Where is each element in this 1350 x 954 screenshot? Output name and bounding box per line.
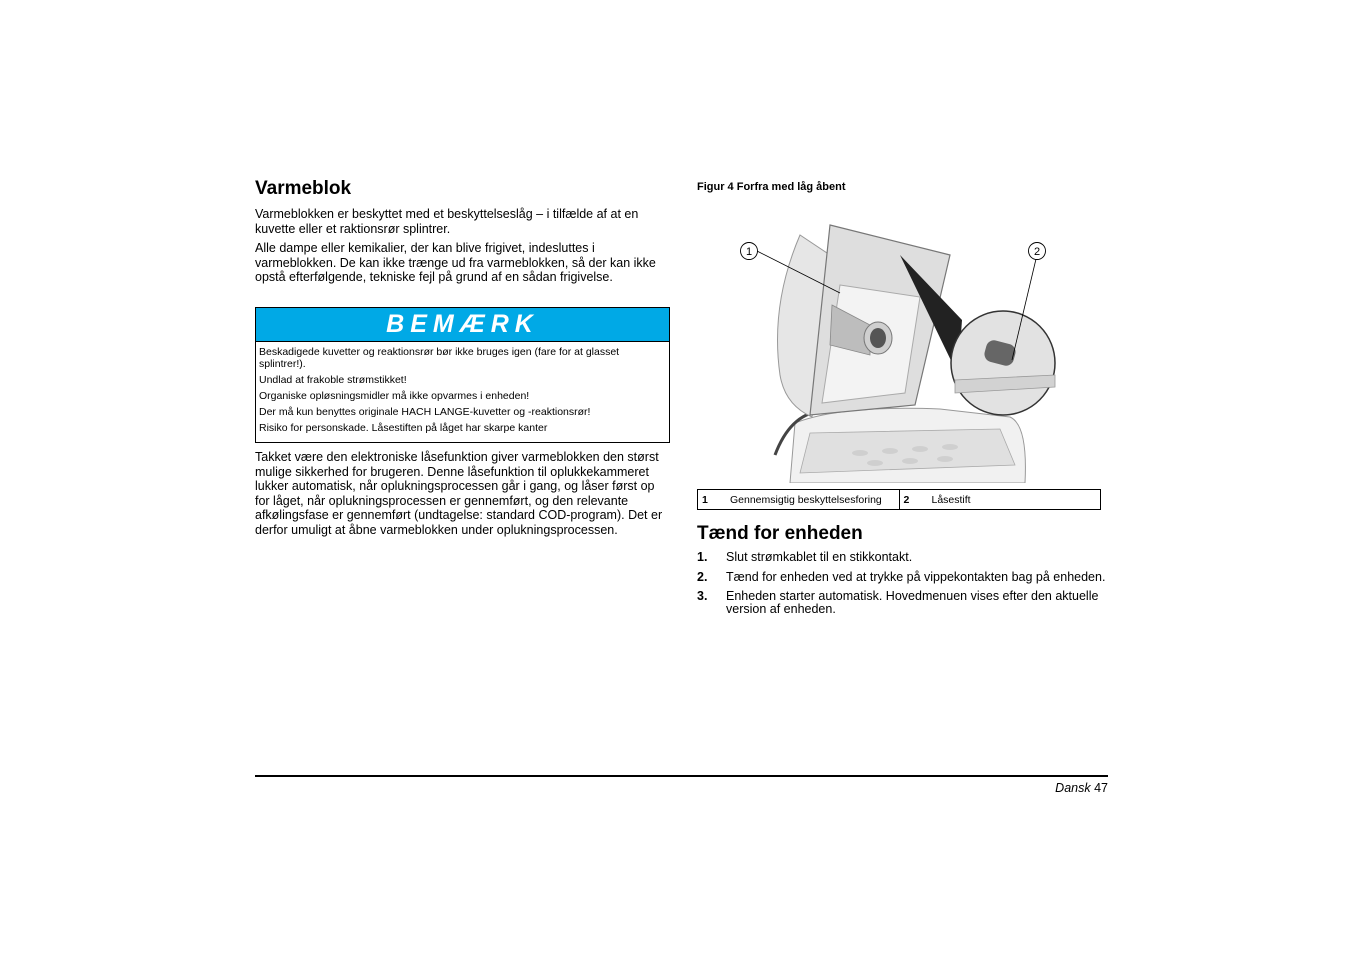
notice-box	[255, 307, 670, 443]
notice-item: Beskadigede kuvetter og reaktionsrør bør ikke bruges igen (fare for at glasset splintrer!).	[259, 346, 620, 370]
notice-item: Der må kun benyttes originale HACH LANGE-kuvetter og -reaktionsrør!	[259, 406, 591, 418]
step-text: Tænd for enheden ved at trykke på vippekontakten bag på enheden.	[726, 569, 1106, 584]
step-number: 2.	[697, 569, 708, 584]
step-number: 1.	[697, 550, 708, 564]
paragraph-1: Varmeblokken er beskyttet med et beskyttelseslåg – i tilfælde af at en kuvette eller et raktionsrør splintrer.	[255, 207, 639, 236]
step-item	[697, 590, 1109, 615]
section-heading-varmeblok: Varmeblok	[255, 178, 352, 199]
legend-item	[899, 490, 1101, 509]
page-number: 47	[1094, 781, 1108, 795]
step-number: 3.	[697, 589, 708, 603]
notice-item: Risiko for personskade. Låsestiften på låget har skarpe kanter	[259, 422, 548, 434]
callout-2-label: 2	[1033, 246, 1041, 258]
figure-legend	[697, 489, 1101, 510]
legend-item	[698, 490, 899, 509]
step-text: Slut strømkablet til en stikkontakt.	[726, 550, 913, 564]
section-heading-taend: Tænd for enheden	[697, 523, 863, 544]
legend-label: Gennemsigtig beskyttelsesforing	[730, 493, 882, 506]
legend-number: 1	[702, 493, 708, 506]
step-item	[697, 551, 1109, 564]
page-footer	[1055, 781, 1108, 795]
notice-item: Undlad at frakoble strømstikket!	[259, 374, 407, 386]
figure-caption: Figur 4 Forfra med låg åbent	[697, 181, 846, 193]
step-text: Enheden starter automatisk. Hovedmenuen vises efter den aktuelle version af enheden.	[726, 589, 1099, 616]
notice-body	[256, 342, 669, 434]
device-figure	[740, 215, 1060, 483]
steps-list	[697, 551, 1109, 622]
callout-1-label: 1	[745, 246, 753, 258]
notice-header	[256, 308, 669, 342]
notice-title: BEMÆRK	[386, 310, 539, 338]
legend-number: 2	[903, 493, 910, 506]
paragraph-2: Alle dampe eller kemikalier, der kan blive frigivet, indesluttes i varmeblokken. De kan ikke trænge ud fra varmeblokken, så der kan ikke opstå efterfølgende, tekniske fejl på grund af en sådan frigivelse.	[255, 241, 656, 285]
step-item	[697, 571, 1109, 584]
paragraph-3: Takket være den elektroniske låsefunktion giver varmeblokken den størst mulige sikkerhed for brugeren. Denne låsefunktion til oplukkekammeret lukker automatisk, når oplukningsprocessen går i gang, og låser først op for låget, når oplukningsprocessen er gennemført, og den relevante afkølingsfase er gennemført (undtagelse: standard COD-program). Det er derfor umuligt at åbne varmeblokken under oplukningsprocessen.	[255, 450, 663, 537]
footer-language: Dansk	[1055, 781, 1091, 795]
notice-item: Organiske opløsningsmidler må ikke opvarmes i enheden!	[259, 390, 530, 402]
legend-label: Låsestift	[931, 493, 971, 506]
footer-rule	[255, 775, 1108, 777]
